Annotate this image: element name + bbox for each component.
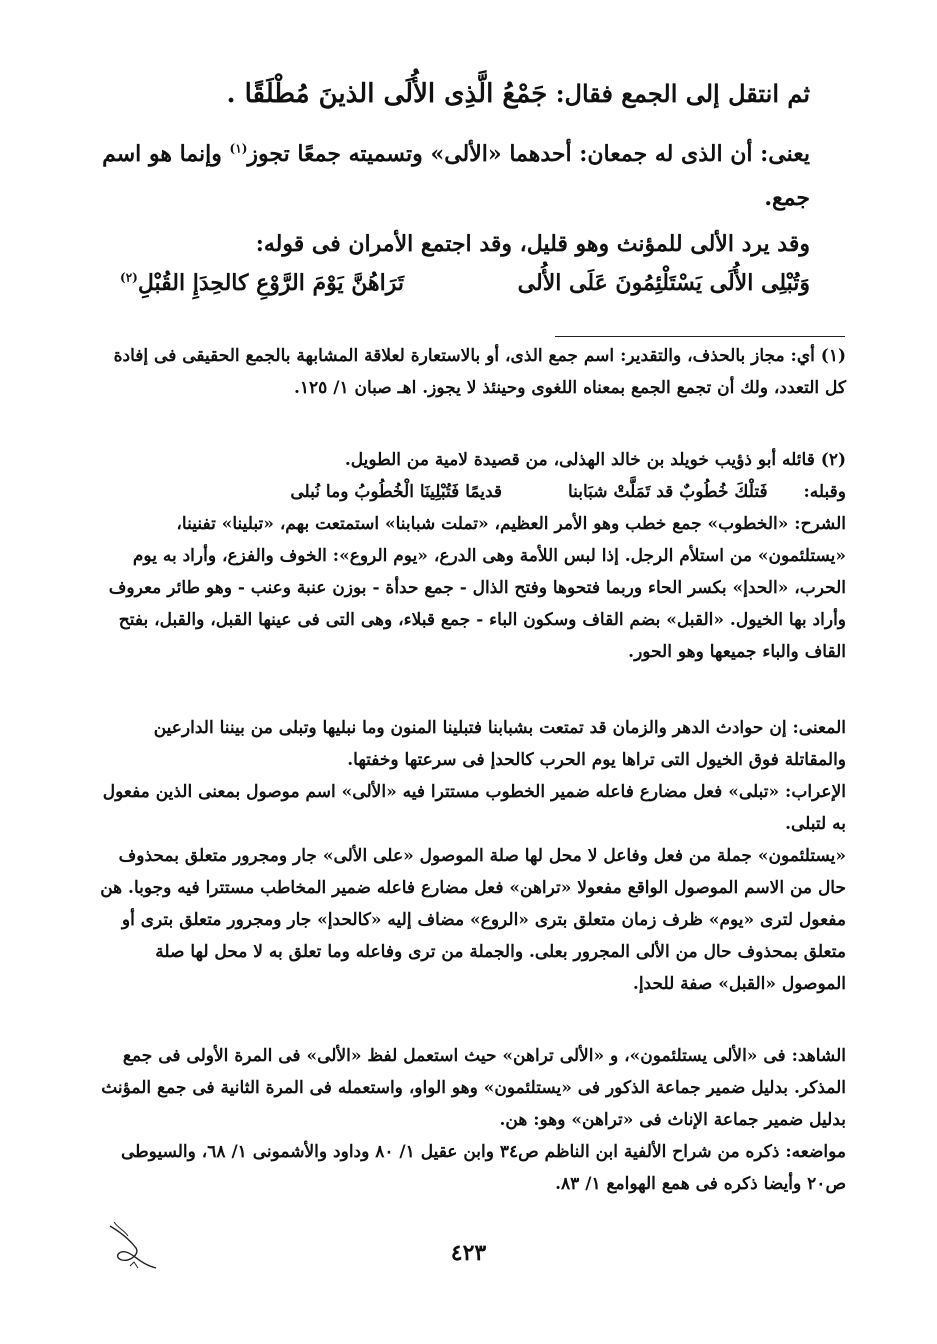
parsing-section xyxy=(90,776,846,840)
intro-line xyxy=(95,72,810,116)
sharh-label: الشرح: xyxy=(794,514,846,534)
footnote-1 xyxy=(90,340,846,404)
preceding-verse-label: وقبله: xyxy=(803,482,846,502)
explanation-paragraph xyxy=(95,132,810,220)
sources-section xyxy=(90,1136,846,1200)
sharh-section xyxy=(90,508,846,668)
evidence-label: الشاهد: xyxy=(791,1046,846,1066)
explanation-text: يعنى: أن الذى له جمعان: أحدهما «الألى» وتسميته جمعًا تجوز xyxy=(247,141,810,167)
sources-label: مواضعه: xyxy=(785,1142,846,1162)
parsing-label: الإعراب: xyxy=(785,782,846,802)
parsing-text: «تبلى» فعل مضارع فاعله ضمير الخطوب مستترا فيه «الألى» اسم موصول بمعنى الذين مفعول به لتبلى. xyxy=(102,782,846,834)
parsing-continued-text: «يستلئمون» جملة من فعل وفاعل لا محل لها صلة الموصول «على الألى» جار ومجرور متعلق بمحذوف حال من الاسم الموصول الواقع مفعولا «تراهن» فعل مضارع فاعله ضمير المخاطب مستترا فيه وجوبا. هن مفعول لترى «يوم» ظرف زمان متعلق بترى «الروع» مضاف إليه «كالحدإ» جار ومجرور متعلق بترى أو متعلق بمحذوف حال من الألى المجرور بعلى. والجملة من ترى وفاعله وما تعلق به لا محل لها صلة الموصول «القبل» صفة للحدإ. xyxy=(100,846,846,994)
footnote-2-text: (٢) قائله أبو ذؤيب خويلد بن خالد الهذلى، من قصيدة لامية من الطويل. xyxy=(344,450,846,470)
page-number: ٤٢٣ xyxy=(450,1240,487,1266)
evidence-text: فى «الألى يستلئمون»، و «الألى تراهن» حيث استعمل لفظ «الألى» فى المرة الأولى فى جمع المذكر. بدليل ضمير جماعة الذكور فى «يستلئمون» وهو الواو، واستعمله فى المرة الثانية فى جمع المؤنث بدليل ضمير جماعة الإناث فى «تراهن» وهو: هن. xyxy=(101,1046,846,1130)
footnote-2 xyxy=(90,444,846,476)
sharh-text: «الخطوب» جمع خطب وهو الأمر العظيم، «تملت شبابنا» استمتعت بهم، «تبلينا» تفنينا، «يستلئمون» من استلأم الرجل. إذا لبس اللأمة وهى الدرع، «يوم الروع»: الخوف والفزع، وأراد به يوم الحرب، «الحدإ» بكسر الحاء وربما فتحوها وفتح الذال - جمع حدأة - بوزن عنبة وعنب - وهو طائر معروف وأراد بها الخيول. «القبل» بضم القاف وسكون الباء - جمع قبلاء، وهى التى فى عينها القبل، والقبل، بفتح القاف والباء جميعها وهو الحور. xyxy=(108,514,846,662)
preceding-verse-h1: فَتلْكَ خُطُوبٌ قد تَمَلَّتْ شبَابنا xyxy=(567,482,768,502)
footnote-1-text: (١) أي: مجاز بالحذف، والتقدير: اسم جمع الذى، أو بالاستعارة لعلاقة المشابهة بالجمع الحقيقى فى إفادة كل التعدد، ولك أن تجمع الجمع بمعناه اللغوى وحينئذ لا يجوز. اهـ صبان ١/ ١٢٥. xyxy=(113,346,846,398)
footnote-ref-2: (٢) xyxy=(120,270,138,285)
parsing-continued xyxy=(90,840,846,1000)
footnote-separator xyxy=(555,336,845,337)
verse-first-hemistich: وَتُبْلِى الأُلَى يَسْتَلْئِمُونَ عَلَى الأُلى xyxy=(517,270,810,296)
preceding-verse-h2: قديمًا فَتُبْلِينَا الْخُطُوبُ وما نُبلى xyxy=(290,482,503,502)
evidence-section xyxy=(90,1040,846,1136)
explanation-tail: وإنما هو اسم جمع. xyxy=(102,141,810,211)
meaning-text: إن حوادث الدهر والزمان قد تمتعت بشبابنا فتبلينا المنون وما نبليها وتبلى من بيننا الدارعين والمقاتلة فوق الخيول التى تراها يوم الحرب كالحدإ فى سرعتها وخفتها. xyxy=(153,718,846,770)
poetry-verse xyxy=(120,270,810,314)
feminine-usage-paragraph xyxy=(95,222,810,266)
sources-text: ذكره من شراح الألفية ابن الناظم ص٣٤ وابن عقيل ١/ ٨٠ وداود والأشمونى ١/ ٦٨، والسيوطى ص٢٠ وأيضا ذكره فى همع الهوامع ١/ ٨٣. xyxy=(120,1142,846,1194)
feminine-usage-text: وقد يرد الألى للمؤنث وهو قليل، وقد اجتمع الأمران فى قوله: xyxy=(255,231,810,257)
intro-text: ثم انتقل إلى الجمع فقال: xyxy=(555,79,810,108)
footnote-ref-1: (١) xyxy=(229,141,248,156)
alfiya-verse: جَمْعُ الَّذِى الأُلَى الذينَ مُطْلَقًا . xyxy=(226,79,548,109)
preceding-verse xyxy=(90,476,846,508)
verse-second-hemistich: تَرَاهُنَّ يَوْمَ الرَّوْعِ كالحِدَإِ القُبْلِ$^{(٢)}$ xyxy=(120,270,404,296)
meaning-label: المعنى: xyxy=(792,718,846,738)
meaning-section xyxy=(90,712,846,776)
